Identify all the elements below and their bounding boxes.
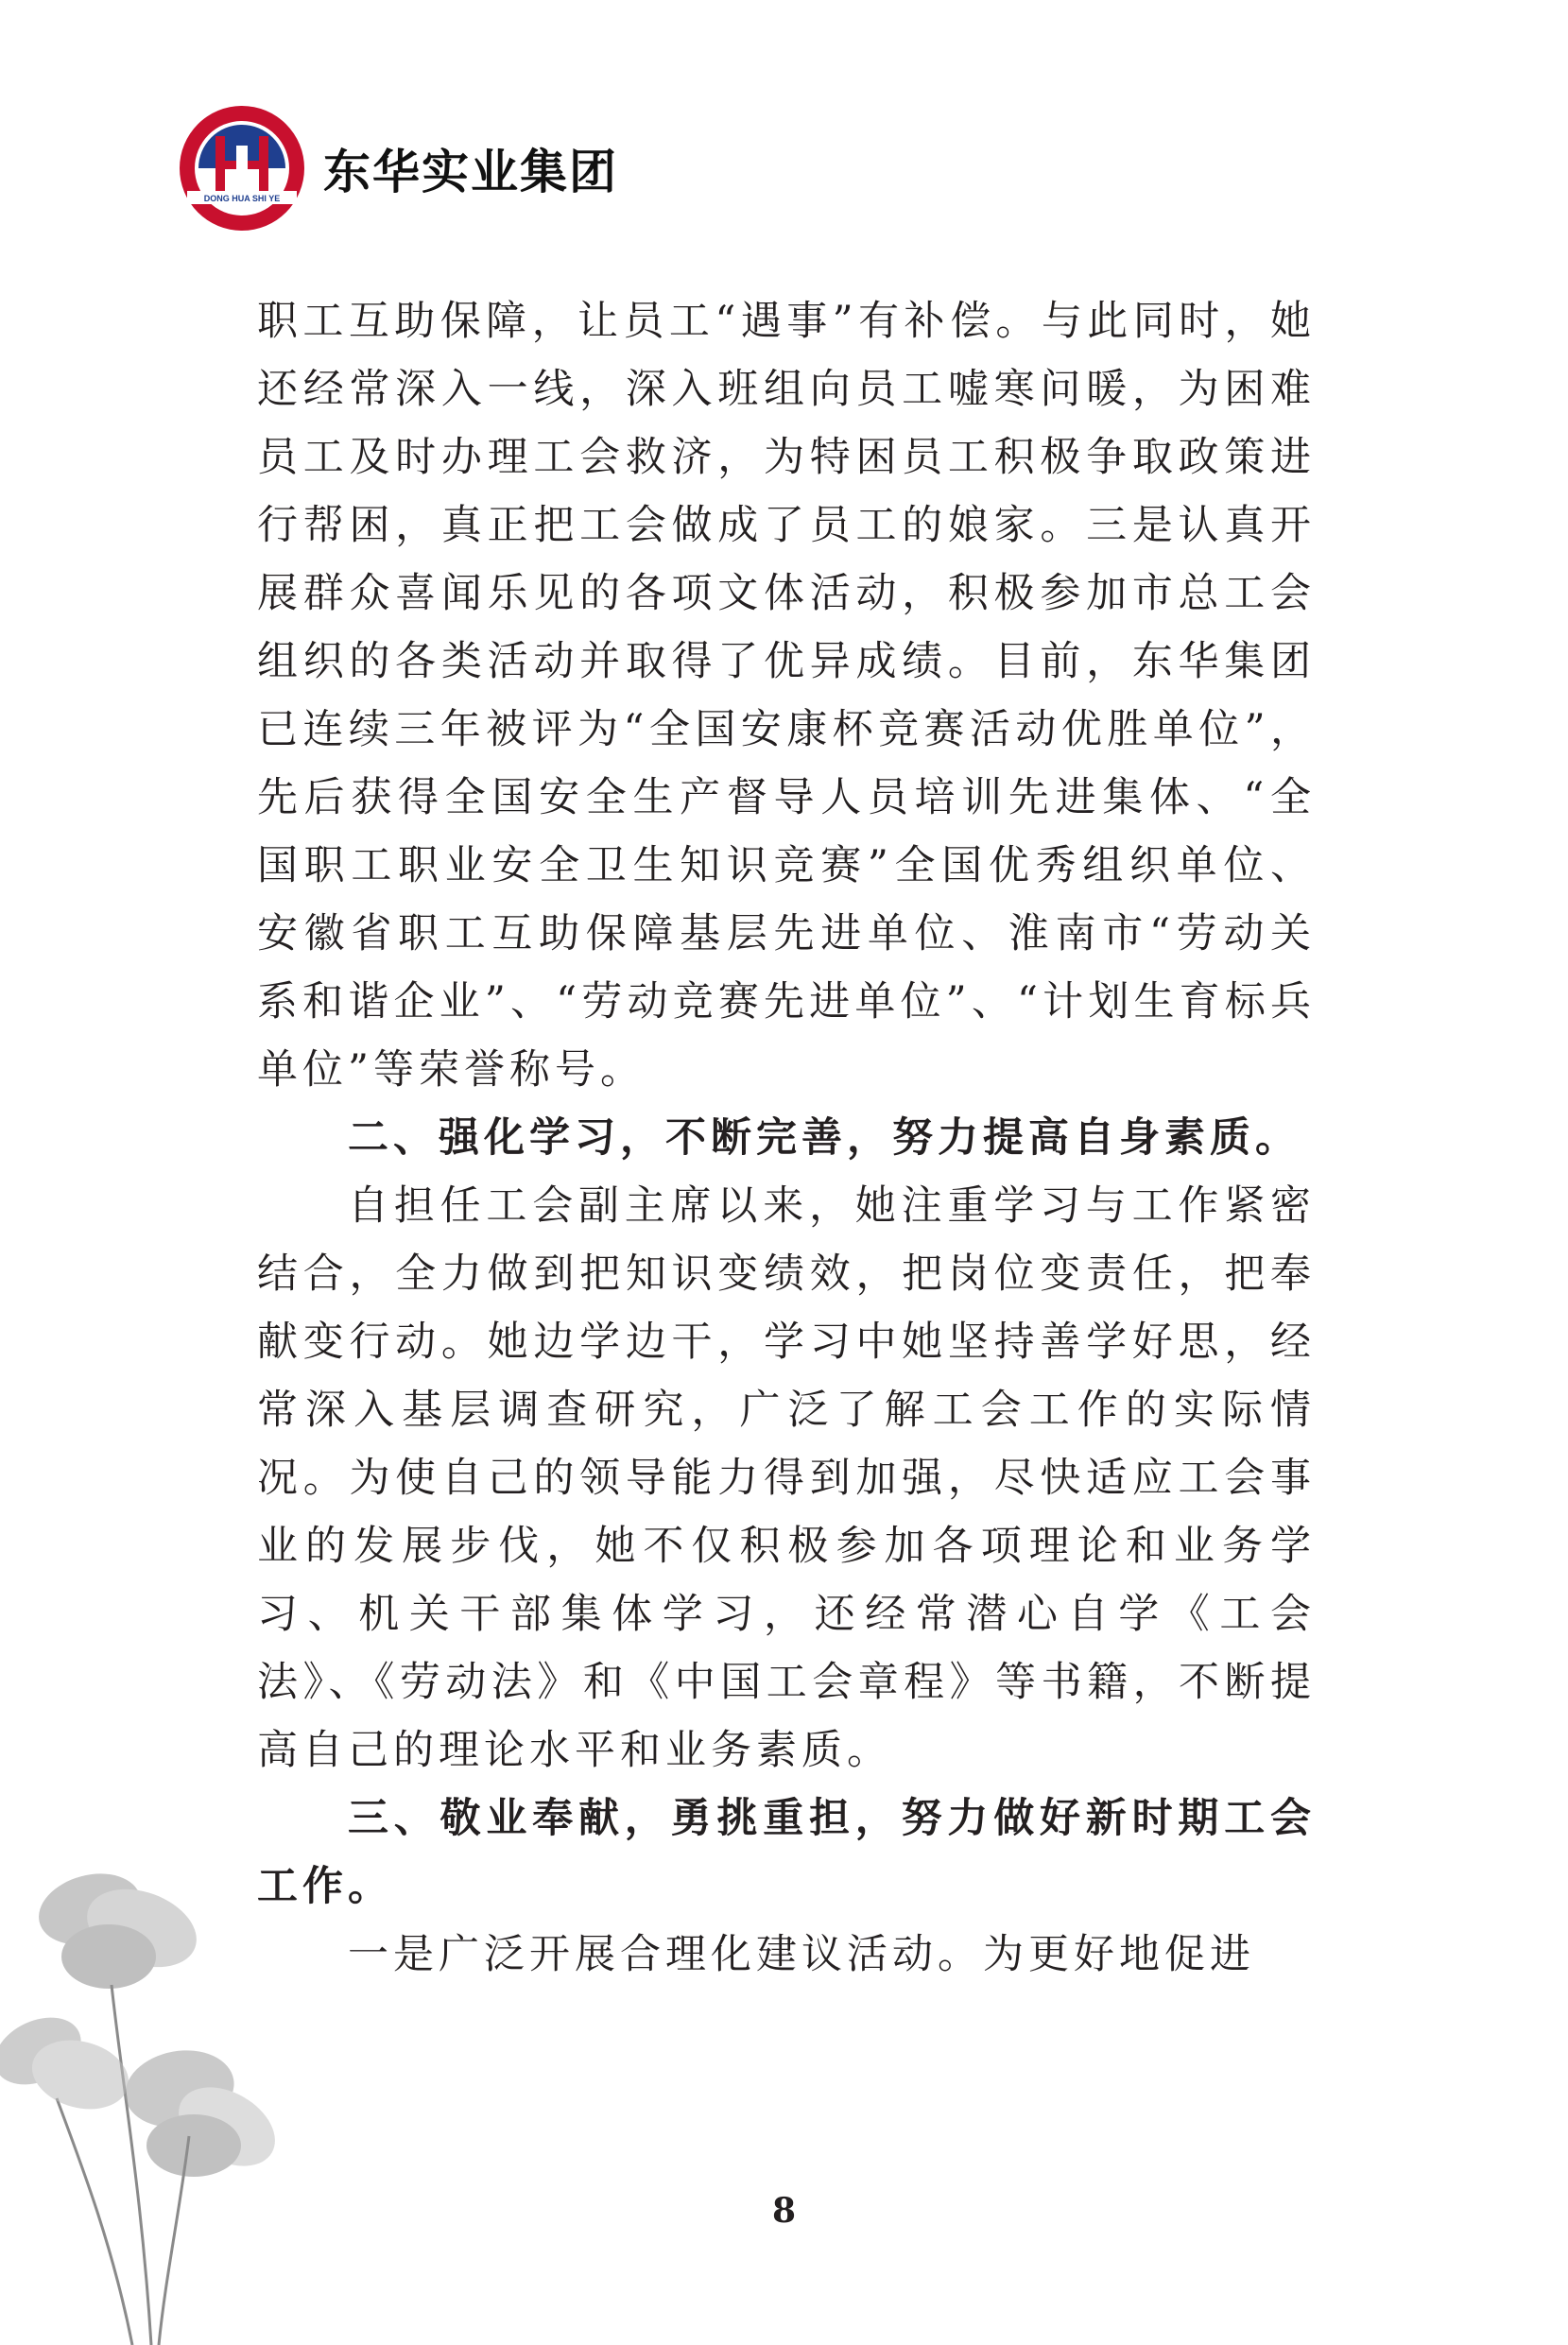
svg-text:DONG HUA SHI YE: DONG HUA SHI YE [203,194,281,203]
paragraph-5: 一是广泛开展合理化建议活动。为更好地促进 [348,1931,1255,1978]
company-logo-icon [178,104,306,233]
page-header [178,104,618,233]
paragraph-3: 自担任工会副主席以来，她注重学习与工作紧密结合，全力做到把知识变绩效，把岗位变责任，把奉献变行动。她边学边干，学习中她坚持善学好思，经常深入基层调查研究，广泛了解工会工作的实际情况。为使自己的领导能力得到加强，尽快适应工会事业的发展步伐，她不仅积极参加各项理论和业务学习、机关干部集体学习，还经常潜心自学《工会法》、《劳动法》和《中国工会章程》等书籍，不断提高自己的理论水平和业务素质。 [257,1182,1316,1774]
section-heading-2: 二、强化学习，不断完善，努力提高自身素质。 [348,1114,1301,1162]
paragraph-1: 职工互助保障，让员工“遇事”有补偿。与此同时，她还经常深入一线，深入班组向员工嘘寒问暖，为困难员工及时办理工会救济，为特困员工积极争取政策进行帮困，真正把工会做成了员工的娘家。三是认真开展群众喜闻乐见的各项文体活动，积极参加市总工会组织的各类活动并取得了优异成绩。目前，东华集团已连续三年被评为“全国安康杯竞赛活动优胜单位”，先后获得全国安全生产督导人员培训先进集体、“全国职工职业安全卫生知识竞赛”全国优秀组织单位、安徽省职工互助保障基层先进单位、淮南市“劳动关系和谐企业”、“劳动竞赛先进单位”、“计划生育标兵单位”等荣誉称号。 [257,298,1316,1094]
section-heading-3: 三、敬业奉献，勇挑重担，努力做好新时期工会工作。 [257,1795,1316,1910]
page-number: 8 [771,2191,797,2231]
flower-decoration-icon [0,1853,312,2345]
company-name: 东华实业集团 [323,145,618,199]
body-text [257,287,1316,1989]
